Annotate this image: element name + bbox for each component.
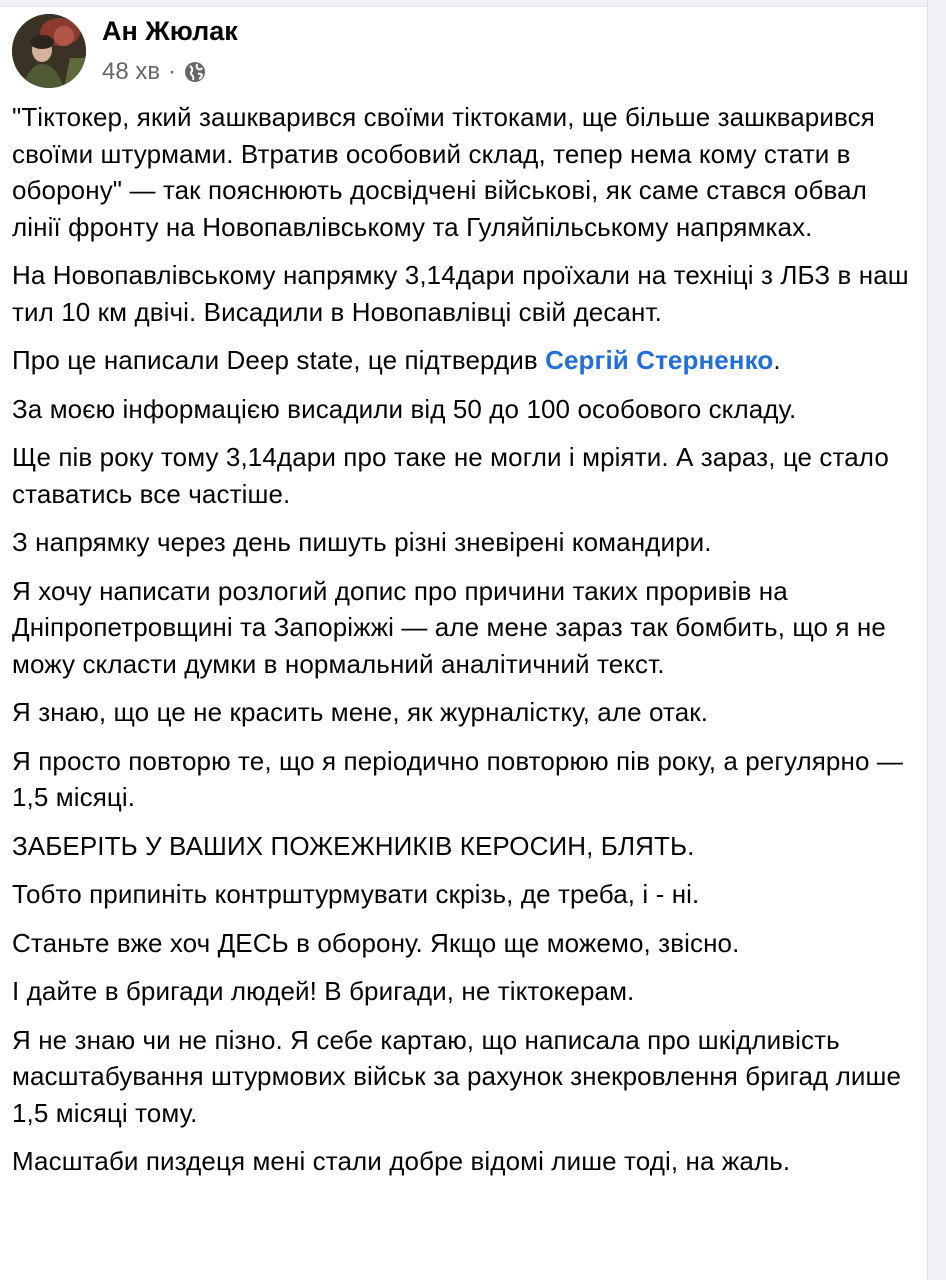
paragraph-8: Я знаю, що це не красить мене, як журналістку, але отак. — [12, 697, 709, 727]
paragraph-3-before: Про це написали Deep state, це підтвердив — [12, 345, 546, 375]
right-edge-scroll-area — [927, 0, 946, 1280]
mention-link[interactable]: Сергій Стерненко — [545, 345, 774, 375]
paragraph-15: Масштаби пиздеця мені стали добре відомі лише тоді, на жаль. — [12, 1146, 791, 1176]
paragraph-7: Я хочу написати розлогий допис про причини таких проривів на Дніпропетровщині та Запоріжжі — але мене зараз так бомбить, що я не можу скласти думки в нормальний аналітичний текст. — [12, 575, 886, 679]
post-meta — [102, 58, 206, 86]
feed-divider — [0, 0, 946, 7]
avatar-photo-icon — [12, 14, 86, 88]
paragraph-4: За моєю інформацією висадили від 50 до 100 особового складу. — [12, 393, 797, 424]
paragraph-10: ЗАБЕРІТЬ У ВАШИХ ПОЖЕЖНИКІВ КЕРОСИН, БЛЯТЬ. — [12, 830, 695, 861]
paragraph-14: Я не знаю чи не пізно. Я себе картаю, що написала про шкідливість масштабування штурмових військ за рахунок знекровлення бригад лише 1,5 місяці тому. — [12, 1024, 902, 1128]
avatar[interactable] — [12, 14, 86, 88]
paragraph-13: І дайте в бригади людей! В бригади, не тіктокерам. — [12, 976, 635, 1006]
paragraph-5: Ще пів року тому 3,14дари про таке не могли і мріяти. А зараз, це стало ставатись все частіше. — [12, 442, 889, 509]
author-name[interactable]: Ан Жюлак — [102, 16, 238, 46]
paragraph-2: На Новопавлівському напрямку 3,14дари проїхали на техніці з ЛБЗ в наш тил 10 км двічі. Висадили в Новопавлівці свій десант. — [12, 260, 909, 327]
paragraph-3-after: . — [773, 345, 781, 375]
post-header — [12, 10, 612, 90]
paragraph-1: "Тіктокер, який зашкварився своїми тіктоками, ще більше зашкварився своїми штурмами. Втратив особовий склад, тепер нема кому стати в оборону" — так пояснюють досвідчені військові, як саме стався обвал лінії фронту на Новопавлівському та Гуляйпільському напрямках. — [12, 102, 875, 242]
post-time[interactable]: 48 хв — [102, 58, 161, 85]
globe-icon[interactable] — [184, 61, 206, 83]
paragraph-12: Станьте вже хоч ДЕСЬ в оборону. Якщо ще можемо, звісно. — [12, 927, 740, 958]
paragraph-3 — [12, 342, 917, 379]
paragraph-6: З напрямку через день пишуть різні зневірені командири. — [12, 527, 712, 557]
paragraph-11: Тобто припиніть контрштурмувати скрізь, де треба, і - ні. — [12, 879, 700, 909]
paragraph-9: Я просто повторю те, що я періодично повторюю пів року, а регулярно — 1,5 місяці. — [12, 745, 903, 812]
post-text — [12, 99, 917, 1192]
meta-separator: · — [168, 58, 177, 85]
